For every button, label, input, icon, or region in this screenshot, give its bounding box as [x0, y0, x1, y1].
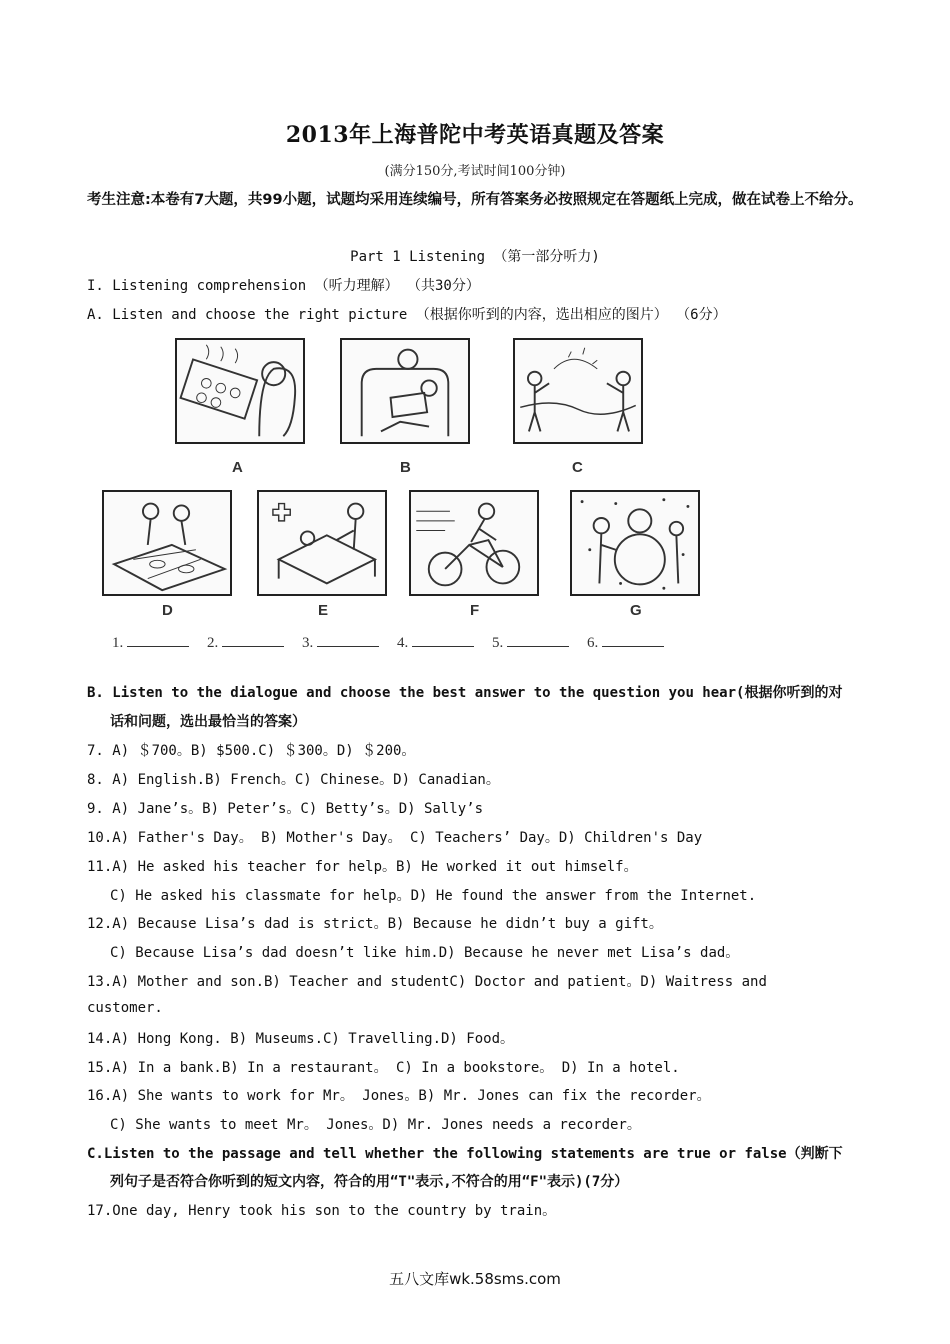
answer-blank-6[interactable] — [602, 634, 664, 647]
question-14: 14.A) Hong Kong. B) Museums.C) Travelling.D) Food。 — [87, 1031, 515, 1047]
section-b-heading-cont: 话和问题，选出最恰当的答案） — [110, 714, 306, 730]
picture-f — [409, 490, 539, 596]
question-16-cont: C) She wants to meet Mr。 Jones。D) Mr. Jones needs a recorder。 — [110, 1117, 641, 1133]
question-12: 12.A) Because Lisa’s dad is strict。B) Because he didn’t buy a gift。 — [87, 916, 663, 932]
answer-blank-4[interactable] — [412, 634, 474, 647]
blank-label: 4. — [397, 635, 409, 651]
picture-label-b: B — [400, 459, 411, 476]
blank-label: 5. — [492, 635, 504, 651]
section-1-heading: I. Listening comprehension （听力理解） （共30分） — [87, 278, 480, 294]
picture-label-f: F — [470, 602, 480, 619]
water-fight-icon — [515, 340, 641, 442]
snowman-icon — [572, 492, 698, 594]
question-16: 16.A) She wants to work for Mr。 Jones。B) Mr. Jones can fix the recorder。 — [87, 1088, 711, 1104]
section-b-heading: B. Listen to the dialogue and choose the best answer to the question you hear(根据你听到的对 — [87, 685, 843, 701]
question-17: 17.One day, Henry took his son to the country by train。 — [87, 1203, 557, 1219]
picture-c — [513, 338, 643, 444]
question-7: 7. A) ＄700。B) $500.C) ＄300。D) ＄200。 — [87, 743, 416, 759]
picture-label-a: A — [232, 459, 243, 476]
page-title: 2013年上海普陀中考英语真题及答案 — [285, 122, 665, 148]
picture-d — [102, 490, 232, 596]
section-a-heading: A. Listen and choose the right picture （根据你听到的内容，选出相应的图片） （6分） — [87, 307, 727, 323]
picture-b — [340, 338, 470, 444]
blank-label: 1. — [112, 635, 124, 651]
picture-label-d: D — [162, 602, 173, 619]
picture-label-g: G — [630, 602, 642, 619]
question-10: 10.A) Father's Day。 B) Mother's Day。 C) Teachers’ Day。D) Children's Day — [87, 830, 703, 846]
question-8: 8. A) English.B) French。C) Chinese。D) Canadian。 — [87, 772, 500, 788]
picture-g — [570, 490, 700, 596]
question-12-cont: C) Because Lisa’s dad doesn’t like him.D) Because he never met Lisa’s dad。 — [110, 945, 740, 961]
candidate-notice: 考生注意:本卷有7大题，共99小题，试题均采用连续编号，所有答案务必按照规定在答题纸上完成，做在试卷上不给分。 — [87, 192, 863, 208]
question-11: 11.A) He asked his teacher for help。B) He worked it out himself。 — [87, 859, 638, 875]
question-11-cont: C) He asked his classmate for help。D) He found the answer from the Internet. — [110, 888, 757, 904]
answer-blank-3[interactable] — [317, 634, 379, 647]
part1-heading: Part 1 Listening （第一部分听力) — [350, 249, 600, 265]
picture-e — [257, 490, 387, 596]
section-c-heading: C.Listen to the passage and tell whether the following statements are true or false（判断下 — [87, 1146, 843, 1162]
question-9: 9. A) Jane’s。B) Peter’s。C) Betty’s。D) Sally’s — [87, 801, 484, 817]
exam-subtitle: (满分150分,考试时间100分钟) — [384, 164, 566, 179]
blank-label: 6. — [587, 635, 599, 651]
cyclist-icon — [411, 492, 537, 594]
question-13: 13.A) Mother and son.B) Teacher and studentC) Doctor and patient。D) Waitress and — [87, 974, 767, 990]
question-13-cont: customer. — [87, 1000, 163, 1016]
picture-label-e: E — [318, 602, 329, 619]
answer-blank-5[interactable] — [507, 634, 569, 647]
section-c-heading-cont: 列句子是否符合你听到的短文内容，符合的用“T"表示,不符合的用“F"表示)(7分） — [110, 1174, 629, 1190]
baking-tray-icon — [177, 340, 303, 442]
picture-a — [175, 338, 305, 444]
blank-label: 2. — [207, 635, 219, 651]
hospital-bed-icon — [259, 492, 385, 594]
answer-blank-1[interactable] — [127, 634, 189, 647]
footer-watermark: 五八文库wk.58sms.com — [389, 1270, 561, 1288]
picture-label-c: C — [572, 459, 583, 476]
blank-label: 3. — [302, 635, 314, 651]
answer-blanks — [112, 634, 678, 652]
reading-armchair-icon — [342, 340, 468, 442]
picnic-icon — [104, 492, 230, 594]
question-15: 15.A) In a bank.B) In a restaurant。 C) In a bookstore。 D) In a hotel. — [87, 1060, 680, 1076]
answer-blank-2[interactable] — [222, 634, 284, 647]
